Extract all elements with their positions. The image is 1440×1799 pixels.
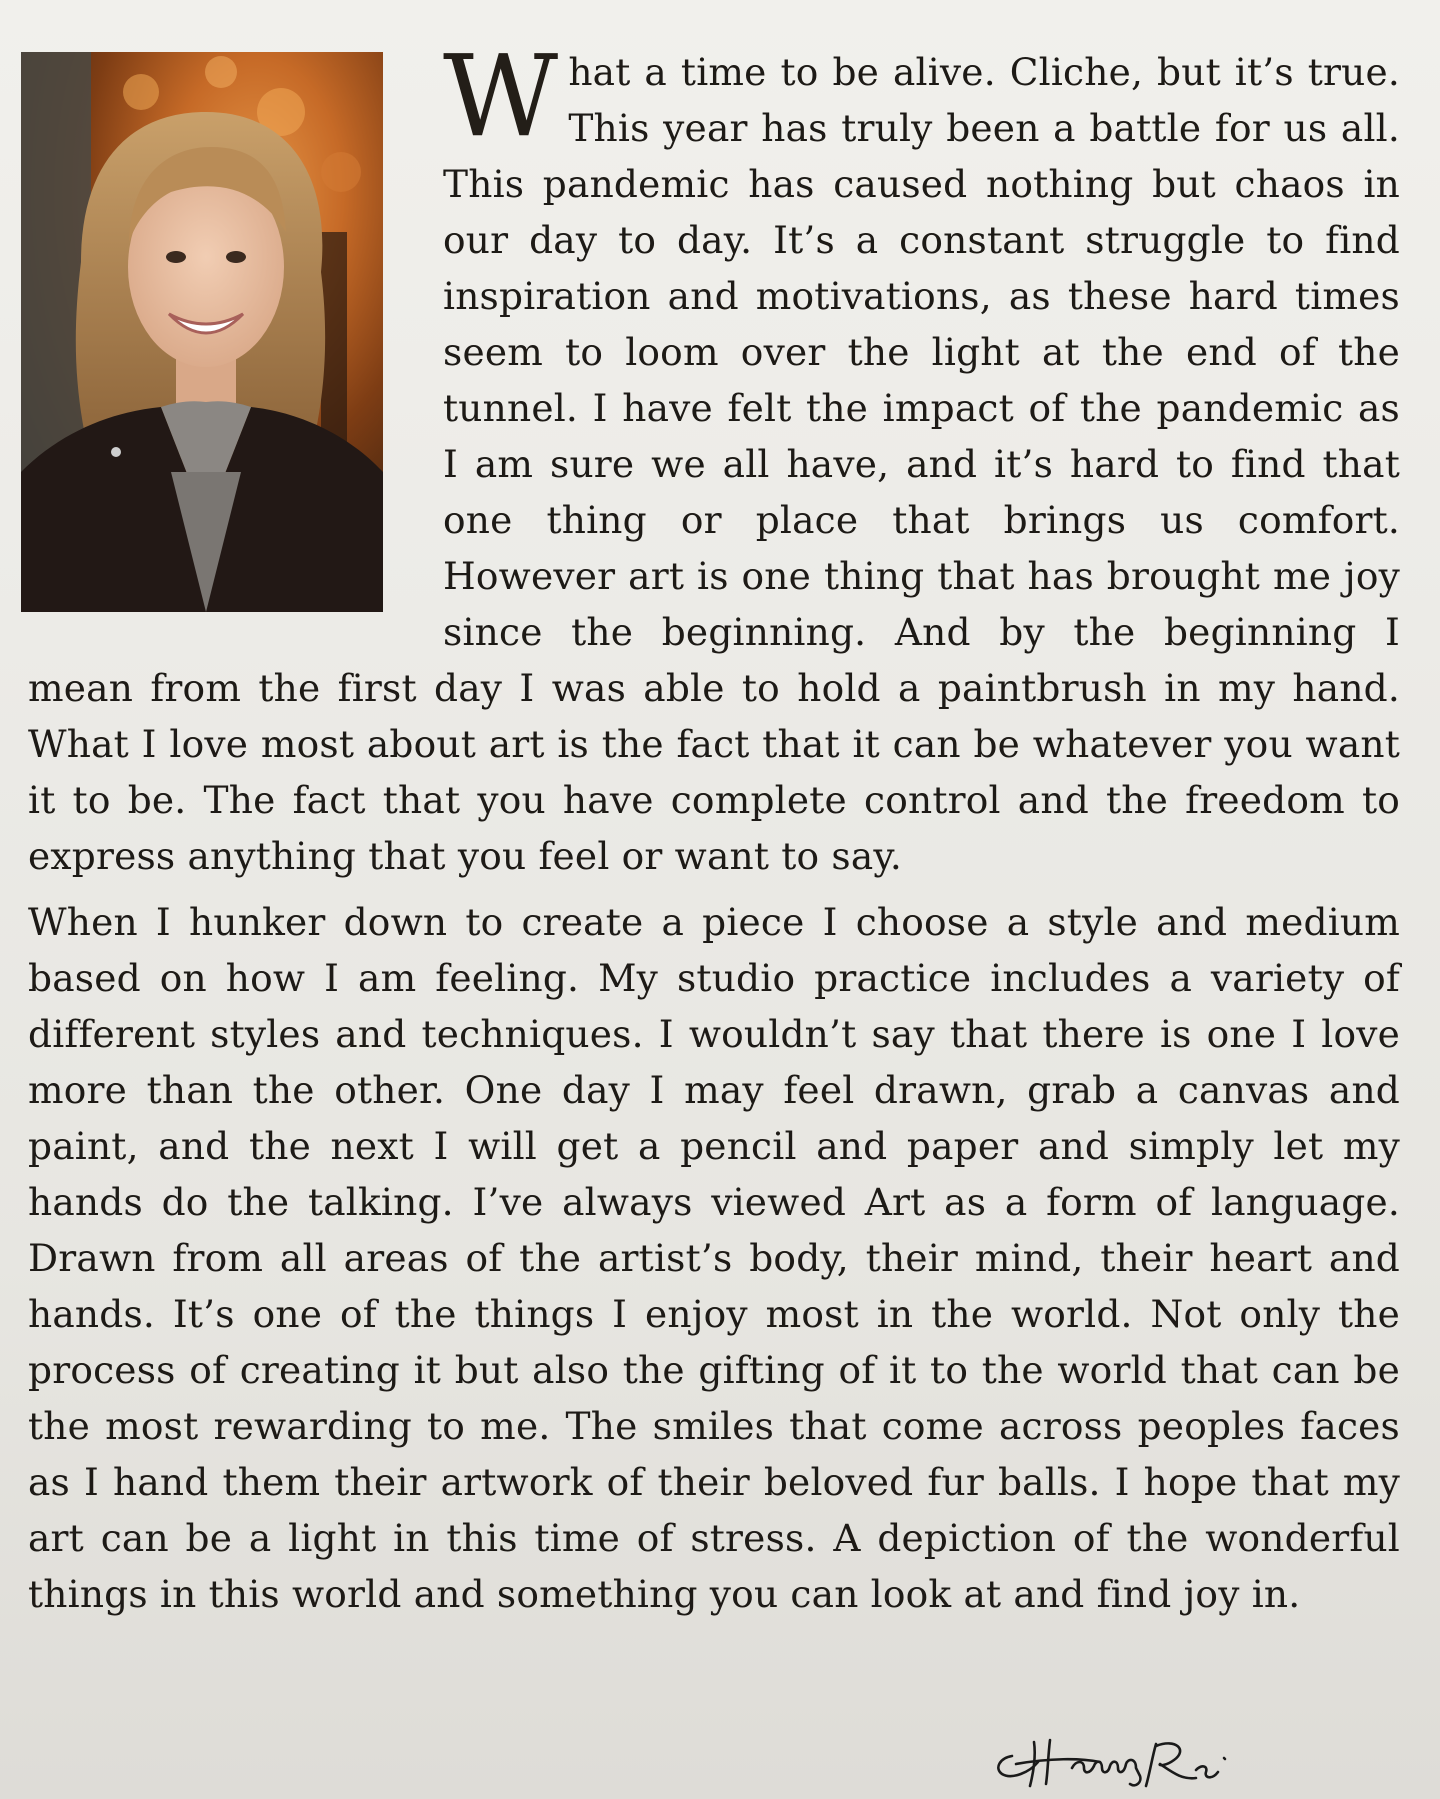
artist-portrait-photo	[21, 52, 383, 612]
drop-cap-letter: W	[443, 32, 559, 162]
artist-signature	[990, 1728, 1240, 1792]
portrait-illustration	[21, 52, 383, 612]
paragraph-1-text: hat a time to be alive. Cliche, but it’s true. This year has truly been a battle for us all. This pandemic has caused nothing but chaos in our day to day. It’s a constant struggle to find inspiration and motivations, as these hard times seem to loom over the light at the end of the tunnel. I have felt the impact of the pandemic as I am sure we all have, and it’s hard to find that one thing or place that brings us comfort. However art is one thing that has brought me joy since the beginning. And by the beginning I mean from the first day I was able to hold a paintbrush in my hand. What I love most about art is the fact that it can be whatever you want it to be. The fact that you have complete control and the freedom to express anything that you feel or want to say.	[28, 50, 1400, 878]
statement-paragraph-2: When I hunker down to create a piece I choose a style and medium based on how I am feeling. My studio practice includes a variety of different styles and techniques. I wouldn’t say that there is one I love more than the other. One day I may feel drawn, grab a canvas and paint, and the next I will get a pencil and paper and simply let my hands do the talking. I’ve always viewed Art as a form of language. Drawn from all areas of the artist’s body, their mind, their heart and hands. It’s one of the things I enjoy most in the world. Not only the process of creating it but also the gifting of it to the world that can be the most rewarding to me. The smiles that come across peoples faces as I hand them their artwork of their beloved fur balls. I hope that my art can be a light in this time of stress. A depiction of the wonderful things in this world and something you can look at and find joy in.	[28, 900, 1400, 1616]
